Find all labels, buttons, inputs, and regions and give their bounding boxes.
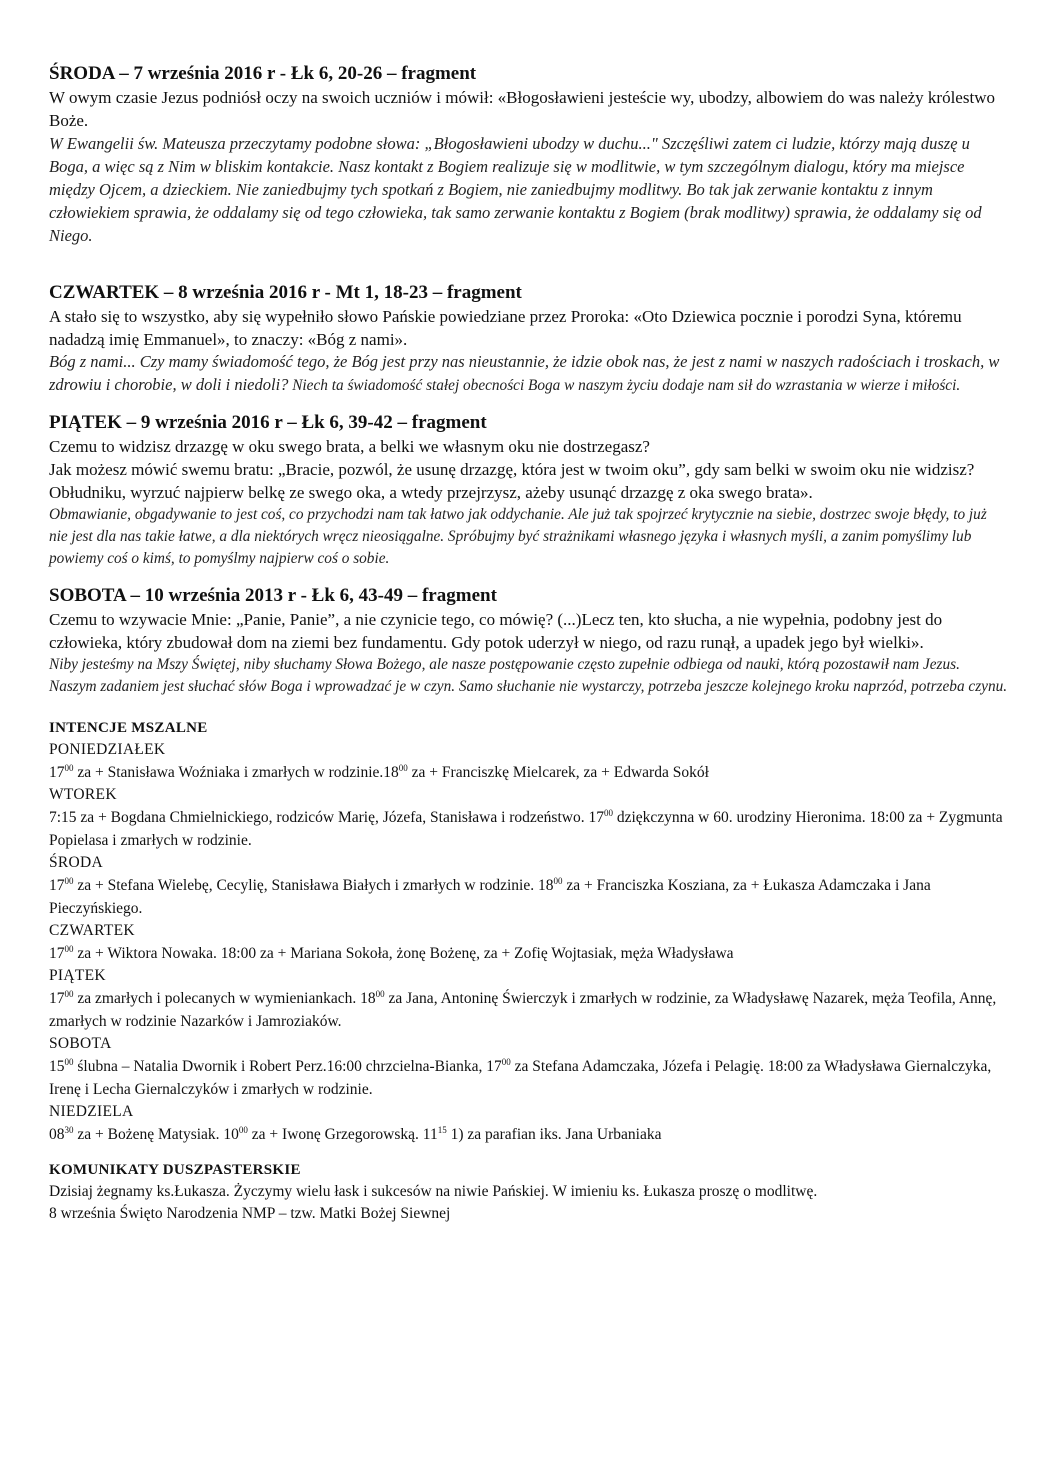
- intentions-list: [49, 739, 1009, 1146]
- bulletin-page: [49, 62, 1009, 1225]
- intention-text: 15: [49, 1058, 65, 1075]
- intention-day: ŚRODA: [49, 854, 104, 871]
- intention-line: [49, 1123, 1009, 1146]
- intention-line: [49, 942, 1009, 965]
- time-minutes: 00: [64, 989, 74, 999]
- intention-day: PIĄTEK: [49, 967, 106, 984]
- intention-text: 17: [49, 945, 65, 962]
- mass-intentions: [49, 718, 1009, 1146]
- intention-text: dziękczynna w 60. urodziny Hieronima. 18:00 za + Zygmunta Popielasa i zmarłych w rodzinie.: [49, 809, 1003, 849]
- intention-line: [49, 806, 1009, 852]
- announcement-line: Dzisiaj żegnamy ks.Łukasza. Życzymy wielu łask i sukcesów na niwie Pańskiej. W imieniu ks. Łukasza proszę o modlitwę.: [49, 1183, 818, 1200]
- gospel-text: Czemu to widzisz drzazgę w oku swego brata, a belki we własnym oku nie dostrzegasz?: [49, 437, 650, 456]
- reflection-text: Niby jesteśmy na Mszy Świętej, niby słuchamy Słowa Bożego, ale nasze postępowanie często zupełnie odbiega od nauki, którą pozostawił nam Jezus. Naszym zadaniem jest słuchać słów Boga i wprowadzać je w czyn. Samo słuchanie nie wystarczy, potrzeba jeszcze kolejnego kroku naprzód, potrzeba czynu.: [49, 656, 1008, 695]
- intention-text: za + Iwonę Grzegorowską. 11: [247, 1126, 438, 1143]
- reading-saturday: [49, 584, 1009, 698]
- time-minutes: 00: [398, 763, 408, 773]
- reflection-part-a: Bóg z nami... Czy mamy świadomość tego, że Bóg jest przy nas nieustannie, że idzie obok nas, że jest z nami w naszych radościach i troskach, w zdrowiu i chorobie, w doli i niedoli?: [49, 352, 1000, 394]
- gospel-text: A stało się to wszystko, aby się wypełniło słowo Pańskie powiedziane przez Proroka: «Oto Dziewica pocznie i porodzi Syna, któremu nadadzą imię Emmanuel», to znaczy: «Bóg z nami».: [49, 307, 962, 349]
- intention-text: 17: [49, 877, 65, 894]
- gospel-text: W owym czasie Jezus podniósł oczy na swoich uczniów i mówił: «Błogosławieni jesteście wy, ubodzy, albowiem do was należy królestwo Boże.: [49, 88, 995, 130]
- intention-text: za zmarłych i polecanych w wymieniankach. 18: [73, 990, 376, 1007]
- intention-day: NIEDZIELA: [49, 1103, 134, 1120]
- reading-heading: ŚRODA – 7 września 2016 r - Łk 6, 20-26 – fragment: [49, 63, 477, 84]
- reading-heading: SOBOTA – 10 września 2013 r - Łk 6, 43-49 – fragment: [49, 585, 497, 606]
- intention-line: [49, 874, 1009, 920]
- intention-text: 17: [49, 764, 65, 781]
- intention-text: za + Franciszka Kosziana, za + Łukasza Adamczaka i Jana Pieczyńskiego.: [49, 877, 931, 917]
- intention-text: za Jana, Antoninę Świerczyk i zmarłych w rodzinie, za Władysławę Nazarek, męża Teofila, Annę, zmarłych w rodzinie Nazarków i Jamroziaków.: [49, 990, 997, 1030]
- reading-thursday: [49, 281, 1009, 397]
- time-minutes: 00: [64, 763, 74, 773]
- announcements-heading: KOMUNIKATY DUSZPASTERSKIE: [49, 1162, 301, 1178]
- reading-friday: [49, 411, 1009, 570]
- pastoral-announcements: [49, 1160, 1009, 1225]
- reflection-text: W Ewangelii św. Mateusza przeczytamy podobne słowa: „Błogosławieni ubodzy w duchu..." Szczęśliwi zatem ci ludzie, którzy mają duszę u Boga, a więc są z Nim w bliskim kontakcie. Nasz kontakt z Bogiem realizuje się w modlitwie, w tym szczególnym dialogu, który ma miejsce między Ojcem, a dzieckiem. Nie zaniedbujmy tych spotkań z Bogiem, nie zaniedbujmy modlitwy. Bo tak jak zerwanie kontaktu z innym człowiekiem sprawia, że oddalamy się od tego człowieka, tak samo zerwanie kontaktu z Bogiem (brak modlitwy) sprawia, że oddalamy się od Niego.: [49, 134, 982, 245]
- time-minutes: 00: [603, 808, 613, 818]
- reflection-part-b: Niech ta świadomość stałej obecności Boga w naszym życiu dodaje nam sił do wzrastania w wierze i miłości.: [288, 377, 961, 394]
- intention-line: [49, 987, 1009, 1033]
- time-minutes: 00: [238, 1125, 248, 1135]
- time-minutes: 15: [437, 1125, 447, 1135]
- intention-line: [49, 1055, 1009, 1101]
- intention-text: 17: [49, 990, 65, 1007]
- reading-heading: PIĄTEK – 9 września 2016 r – Łk 6, 39-42 – fragment: [49, 412, 487, 433]
- intention-text: 1) za parafian iks. Jana Urbaniaka: [446, 1126, 662, 1143]
- intention-text: za + Wiktora Nowaka. 18:00 za + Mariana Sokoła, żonę Bożenę, za + Zofię Wojtasiak, męża Władysława: [73, 945, 734, 962]
- reading-heading: CZWARTEK – 8 września 2016 r - Mt 1, 18-23 – fragment: [49, 282, 522, 303]
- intention-text: za + Franciszkę Mielcarek, za + Edwarda Sokół: [407, 764, 709, 781]
- intention-day: CZWARTEK: [49, 922, 135, 939]
- intention-line: [49, 761, 1009, 784]
- time-minutes: 30: [64, 1125, 74, 1135]
- intentions-heading: INTENCJE MSZALNE: [49, 720, 208, 736]
- intention-text: za + Stanisława Woźniaka i zmarłych w rodzinie.18: [73, 764, 399, 781]
- time-minutes: 00: [64, 944, 74, 954]
- intention-day: SOBOTA: [49, 1035, 112, 1052]
- announcement-line: 8 września Święto Narodzenia NMP – tzw. Matki Bożej Siewnej: [49, 1205, 451, 1222]
- time-minutes: 00: [553, 876, 563, 886]
- reading-wednesday: [49, 62, 1009, 247]
- reflection-text: Obmawianie, obgadywanie to jest coś, co przychodzi nam tak łatwo jak oddychanie. Ale już tak spojrzeć krytycznie na siebie, dostrzec swoje błędy, to już nie jest dla nas takie łatwe, a dla niektórych wręcz nieosiągalne. Spróbujmy być strażnikami własnego języka i własnych myśli, a zanim pomyślimy lub powiemy coś o kimś, to pomyślmy najpierw coś o sobie.: [49, 506, 987, 567]
- intention-day: PONIEDZIAŁEK: [49, 741, 166, 758]
- time-minutes: 00: [501, 1057, 511, 1067]
- time-minutes: 00: [64, 876, 74, 886]
- intention-text: za + Bożenę Matysiak. 10: [73, 1126, 239, 1143]
- intention-text: za + Stefana Wielebę, Cecylię, Stanisława Białych i zmarłych w rodzinie. 18: [73, 877, 554, 894]
- intention-text: 08: [49, 1126, 65, 1143]
- gospel-text: Czemu to wzywacie Mnie: „Panie, Panie”, a nie czynicie tego, co mówię? (...)Lecz ten, kto słucha, a nie wypełnia, podobny jest do człowieka, który zbudował dom na ziemi bez fundamentu. Gdy potok uderzył w niego, od razu runął, a upadek jego był wielki».: [49, 610, 943, 652]
- intention-text: 7:15 za + Bogdana Chmielnickiego, rodziców Marię, Józefa, Stanisława i rodzeństwo. 17: [49, 809, 604, 826]
- time-minutes: 00: [64, 1057, 74, 1067]
- intention-day: WTOREK: [49, 786, 117, 803]
- gospel-text-continued: Jak możesz mówić swemu bratu: „Bracie, pozwól, że usunę drzazgę, która jest w twoim oku”, gdy sam belki w swoim oku nie widzisz? Obłudniku, wyrzuć najpierw belkę ze swego oka, a wtedy przejrzysz, ażeby usunąć drzazgę z oka swego brata».: [49, 460, 975, 502]
- reflection-text: [49, 351, 1009, 397]
- intention-text: ślubna – Natalia Dwornik i Robert Perz.16:00 chrzcielna-Bianka, 17: [73, 1058, 502, 1075]
- intention-text: za Stefana Adamczaka, Józefa i Pelagię. 18:00 za Władysława Giernalczyka, Irenę i Lecha Giernalczyków i zmarłych w rodzinie.: [49, 1058, 992, 1098]
- time-minutes: 00: [375, 989, 385, 999]
